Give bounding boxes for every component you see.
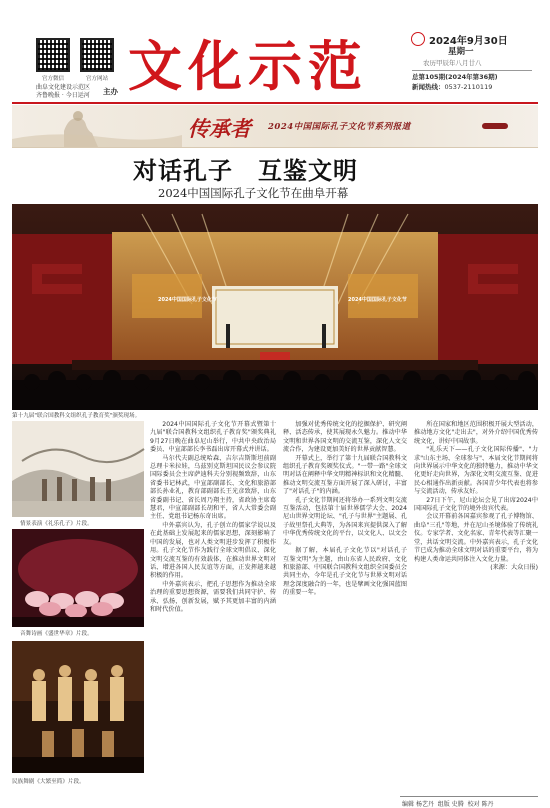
main-photo-caption: 第十九届"联合国教科文组织孔子教育奖"颁奖现场。: [12, 413, 141, 419]
paragraph: 27日下午，尼山论坛会见了出席2024中国国际孔子文化节的境外贵宾代表。: [414, 496, 538, 513]
stage-left-text: 2024中国国际孔子文化节: [158, 297, 217, 303]
stage-right-text: 2024中国国际孔子文化节: [348, 297, 407, 303]
article-column-2: [283, 421, 414, 795]
paragraph: "礼乐天下——孔子文化国际传播"、"力求"山东主场、全球参与"、本届文化节期间将向世界展示中华文化的独特魅力，推动中华文化更好走向世界，为深化文明交流互鉴、促进民心相通作出新贡献。各国青少年代表也将参与交流活动，传承友好。: [414, 446, 538, 496]
paragraph: 中外嘉宾表示，把孔子思想作为推动全球治理的重要思想资源，需要我们共同守护、传承、弘扬，创新发展，赋予其更加丰富的内涵和时代价值。: [150, 580, 276, 613]
performance-scene-3: [12, 641, 144, 773]
headline: 对话孔子 互鉴文明: [133, 156, 358, 185]
main-photo: [12, 204, 538, 410]
host-line-1: 曲阜文化建设示范区: [36, 84, 91, 91]
qr2-label: 官方网站: [85, 76, 108, 82]
article-column-3: [414, 421, 538, 789]
article-column-1: [150, 421, 276, 795]
banner-subtitle: 2024中国国际孔子文化节系列报道: [268, 122, 411, 132]
paragraph: 中外嘉宾认为，孔子创立的儒家学说以及在此基础上发展起来的儒家思想，深刻影响了中国的发展，也对人类文明进步发挥了积极作用。孔子文化节作为践行全球文明倡议、深化文明交流互鉴的有效载体，在推动世界文明对话、增进各国人民友谊等方面，正发挥越来越积极的作用。: [150, 521, 276, 580]
paragraph: 加强对优秀传统文化的挖掘保护、研究阐释、活态传承，使其展现永久魅力。推动中华文明和世界各国文明的交流互鉴，深化人文交流合作，为建设更加美好的世界贡献智慧。: [283, 421, 407, 454]
banner-decoration: [482, 123, 508, 129]
host-line-2: 齐鲁晚报 · 今日运河: [36, 92, 90, 99]
paragraph: 据了解，本届孔子文化节以"对话孔子 互鉴文明"为主题，由山东省人民政府、文化和旅游部、中国联合国教科文组织全国委员会共同主办，今年是孔子文化节与世界文明对话理念深度融合的一年，也是擘画文化强国蓝图的重要一年。: [283, 547, 414, 597]
design-name: 史腾: [451, 801, 464, 808]
performance-scene-1: [12, 421, 144, 517]
footer-credits: [402, 799, 494, 808]
hotline: [412, 82, 492, 92]
host-role: 主办: [103, 87, 118, 96]
hotline-number: 0537-2110119: [444, 83, 493, 91]
qr1-label: 官方微信: [41, 76, 64, 82]
seal-icon: [411, 32, 425, 46]
editor-name: 杨艺丹: [415, 801, 434, 808]
performance-scene-2: [12, 529, 144, 627]
masthead-title: 文化示范: [128, 34, 368, 98]
series-banner: [12, 105, 538, 148]
proof-name: 陈丹: [481, 801, 494, 808]
subheadline: 2024中国国际孔子文化节在曲阜开幕: [158, 186, 349, 200]
paragraph: 开幕式上，举行了第十九届联合国教科文组织孔子教育奖颁奖仪式。"一带一路"全球文明对话在阐释中华文明精神标识和文化精髓、推动文明交流互鉴方面开展了深入研讨，丰富了"对话孔子"的内涵。: [283, 454, 407, 496]
design-label: 组版: [437, 801, 450, 808]
info-divider: [412, 70, 532, 71]
masthead-rule: [12, 102, 538, 104]
side-photo-2-caption: 音舞诗画《盛世华章》片段。: [20, 631, 93, 637]
issue-number: 总第105期(2024年第36期): [412, 73, 498, 81]
paragraph: 孔子文化节期间还将举办一系列文明交流互鉴活动，包括第十届世界儒学大会、2024尼山世界文明论坛、"孔子与世界"主题展、孔子故里祭孔大典等，为各国来宾提供深入了解中华优秀传统文化的平台，以文化人、以文会友。: [283, 496, 407, 546]
wechat-qr-code: [36, 38, 70, 72]
paragraph: 所在国家和地区范围积极开展大型活动，推动地方文化"走出去"，对外介绍中国优秀传统文化，讲好中国故事。: [414, 421, 538, 445]
source-line: (来源：大众日报): [490, 563, 538, 571]
side-photo-2: [12, 529, 144, 627]
paragraph: 会议开幕前各国嘉宾参观了孔子博物馆、曲阜"三孔"等地，并在尼山圣境体验了传统礼仪。专家学者、文化名家、青年代表等汇聚一堂，共话文明交流。中外嘉宾表示，孔子文化节已成为推动全球文明对话的重要平台，将为构建人类命运共同体注入文化力量。: [414, 513, 538, 563]
issue-date: 2024年9月30日: [429, 36, 508, 47]
lunar-date: 农历甲辰年八月廿八: [423, 59, 482, 67]
side-photo-1-caption: 情景表演《礼乐孔子》片段。: [20, 521, 93, 527]
confucius-silhouette-icon: [12, 105, 182, 147]
stage-scene-graphic: [12, 204, 538, 410]
side-photo-3: [12, 641, 144, 773]
banner-title: 传承者: [188, 116, 251, 141]
proof-label: 校对: [467, 801, 480, 808]
editor-label: 编辑: [402, 801, 415, 808]
hotline-label: 新闻热线：: [412, 83, 445, 91]
weekday: 星期一: [448, 47, 474, 57]
paragraph: 马尔代夫副总统哈森、吉尔吉斯斯坦前副总理卡米拉娃，乌兹别克斯坦国民议会参议院国际委员会主席萨迪科夫分别视频致辞，山东省委书记林武，中宣部副部长、文化和旅游部部长孙业礼，教育部副部长王光彦致辞，山东省委副书记、省长周乃翔主持，省政协主席葛慧君，中宣部副部长胡和平，省人大常委会副主任、党组书记杨东奇出席。: [150, 454, 276, 521]
footer-rule: [400, 796, 538, 797]
side-photo-3-caption: 民族舞剧《大繁至简》片段。: [12, 779, 85, 785]
paragraph: 2024中国国际孔子文化节开幕式暨第十九届"联合国教科文组织孔子教育奖"颁奖典礼9月27日晚在曲阜尼山举行，中共中央政治局委员、中宣部部长李书磊出席开幕式并讲话。: [150, 421, 276, 454]
side-photo-1: [12, 421, 144, 517]
website-qr-code: [80, 38, 114, 72]
